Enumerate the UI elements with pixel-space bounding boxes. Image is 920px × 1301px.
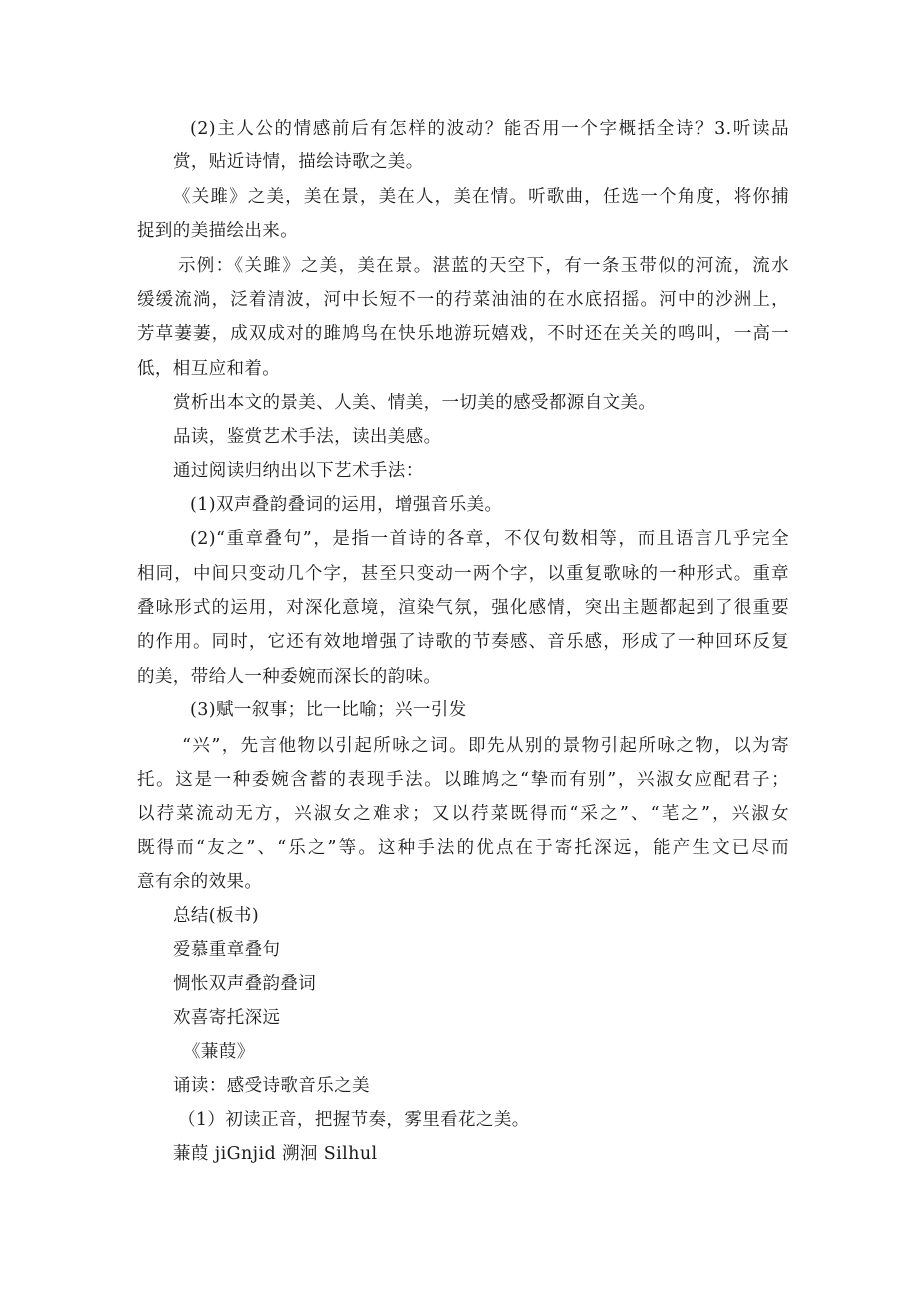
- text-line: 诵读：感受诗歌音乐之美: [173, 1076, 370, 1096]
- text-line: 的美，带给人一种委婉而深长的韵味。: [137, 667, 442, 687]
- text-line: 惆怅双声叠韵叠词: [173, 974, 317, 994]
- text-line: 蒹葭 jiGnjid 溯洄 Silhul: [173, 1144, 378, 1164]
- text-line: 爱慕重章叠句: [173, 940, 281, 960]
- text-line: (1)双声叠韵叠词的运用，增强音乐美。: [190, 495, 503, 515]
- text-line: （1）初读正音，把握节奏，雾里看花之美。: [178, 1110, 530, 1130]
- text-line: 芳草萋萋，成双成对的雎鸠鸟在快乐地游玩嬉戏，不时还在关关的鸣叫，一高一: [137, 324, 789, 344]
- text-line: 既得而“友之”、“乐之”等。这种手法的优点在于寄托深远，能产生文已尽而: [137, 838, 789, 858]
- text-line: 总结(板书): [173, 906, 260, 926]
- text-line: 捉到的美描绘出来。: [137, 221, 299, 241]
- text-line: “兴”，先言他物以引起所咏之词。即先从别的景物引起所咏之物，以为寄: [182, 736, 789, 756]
- text-line: 《关雎》之美，美在景，美在人，美在情。听歌曲，任选一个角度，将你捕: [173, 187, 789, 207]
- text-line: 托。这是一种委婉含蓄的表现手法。以雎鸠之“挚而有别”，兴淑女应配君子；: [137, 770, 789, 790]
- text-line: 低，相互应和着。: [137, 359, 281, 379]
- text-line: 品读，鉴赏艺术手法，读出美感。: [173, 427, 442, 447]
- text-line: 赏析出本文的景美、人美、情美，一切美的感受都源自文美。: [173, 393, 657, 413]
- text-line: 相同，中间只变动几个字，甚至只变动一两个字，以重复歌咏的一种形式。重章: [137, 564, 789, 584]
- text-line: 缓缓流淌，泛着清波，河中长短不一的荇菜油油的在水底招摇。河中的沙洲上，: [137, 290, 789, 310]
- text-line: 以荇菜流动无方，兴淑女之难求；又以荇菜既得而“采之”、“芼之”，兴淑女: [137, 804, 789, 824]
- text-line: 《蒹葭》: [183, 1042, 255, 1062]
- text-line: 示例：《关雎》之美，美在景。湛蓝的天空下，有一条玉带似的河流，流水: [178, 256, 789, 276]
- text-line: 意有余的效果。: [137, 872, 263, 892]
- text-line: 赏，贴近诗情，描绘诗歌之美。: [173, 152, 424, 172]
- text-line: (2)“重章叠句”，是指一首诗的各章，不仅句数相等，而且语言几乎完全: [190, 529, 789, 549]
- text-line: (3)赋一叙事；比一比喻；兴一引发: [190, 700, 467, 720]
- text-line: 欢喜寄托深远: [173, 1008, 281, 1028]
- text-line: (2)主人公的情感前后有怎样的波动？能否用一个字概括全诗？3.听读品: [190, 119, 789, 139]
- text-line: 通过阅读归纳出以下艺术手法：: [173, 461, 424, 481]
- text-line: 叠咏形式的运用，对深化意境，渲染气氛，强化感情，突出主题都起到了很重要: [137, 598, 789, 618]
- text-line: 的作用。同时，它还有效地增强了诗歌的节奏感、音乐感，形成了一种回环反复: [137, 632, 789, 652]
